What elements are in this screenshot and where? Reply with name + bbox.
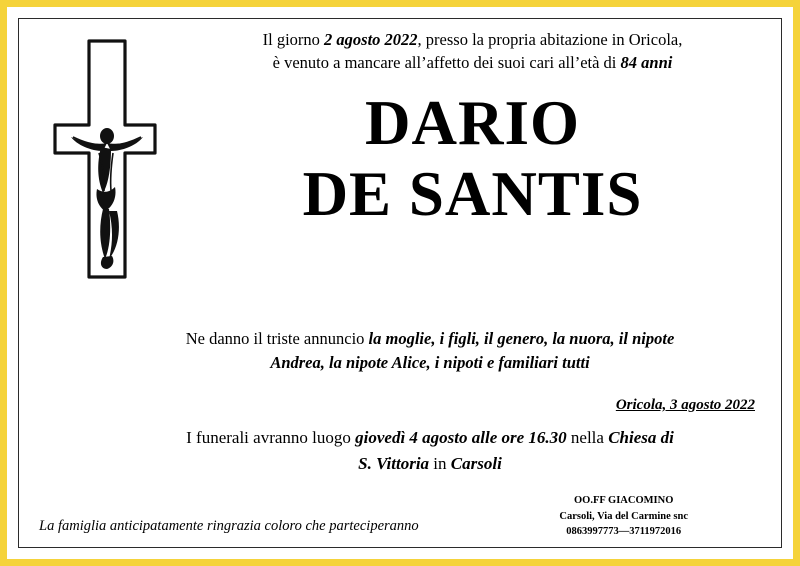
agency-name: OO.FF GIACOMINO [574, 495, 674, 507]
agency-phone: 0863997773—3711972016 [566, 525, 682, 537]
funeral-mid: nella [566, 428, 609, 447]
funeral-datetime: giovedì 4 agosto alle ore 16.30 [355, 428, 567, 447]
funeral-pre: I funerali avranno luogo [186, 428, 356, 447]
announcement-pre: Ne danno il triste annuncio [185, 329, 369, 348]
deceased-name [172, 87, 773, 230]
church-name-line-1: Chiesa di [608, 428, 674, 447]
funeral-info [97, 425, 763, 476]
deceased-first-name: DARIO [364, 87, 580, 158]
intro-line-2 [172, 52, 773, 75]
intro-line1-pre: Il giorno [262, 30, 325, 49]
poster-content [7, 7, 793, 559]
announcement-text [97, 327, 763, 375]
relatives-line-2: Andrea, la nipote Alice, i nipoti e familiari tutti [270, 352, 590, 372]
deceased-last-name: DE SANTIS [302, 159, 643, 230]
crucifix-icon [33, 33, 173, 283]
intro-line2-pre: è venuto a mancare all’affetto dei suoi cari all’età di [272, 52, 621, 72]
intro-line1-post: , presso la propria abitazione in Oricola, [417, 30, 683, 49]
age-value: 84 anni [620, 52, 673, 72]
death-date: 2 agosto 2022 [324, 30, 418, 49]
funeral-line-2 [97, 451, 763, 477]
funeral-town: Carsoli [450, 453, 502, 473]
agency-address: Carsoli, Via del Carmine snc [559, 510, 688, 522]
relatives-line-1: la moglie, i figli, il genero, la nuora, il nipote [368, 329, 675, 348]
church-name-line-2: S. Vittoria [358, 453, 430, 473]
header-text [172, 29, 773, 228]
intro-line-1 [172, 29, 773, 52]
funeral-agency-info [559, 493, 688, 539]
family-thanks-note: La famiglia anticipatamente ringrazia coloro che parteciperanno [39, 518, 419, 534]
place-and-date: Oricola, 3 agosto 2022 [615, 397, 755, 413]
intro-text [172, 29, 773, 75]
funeral-in-word: in [429, 453, 451, 473]
